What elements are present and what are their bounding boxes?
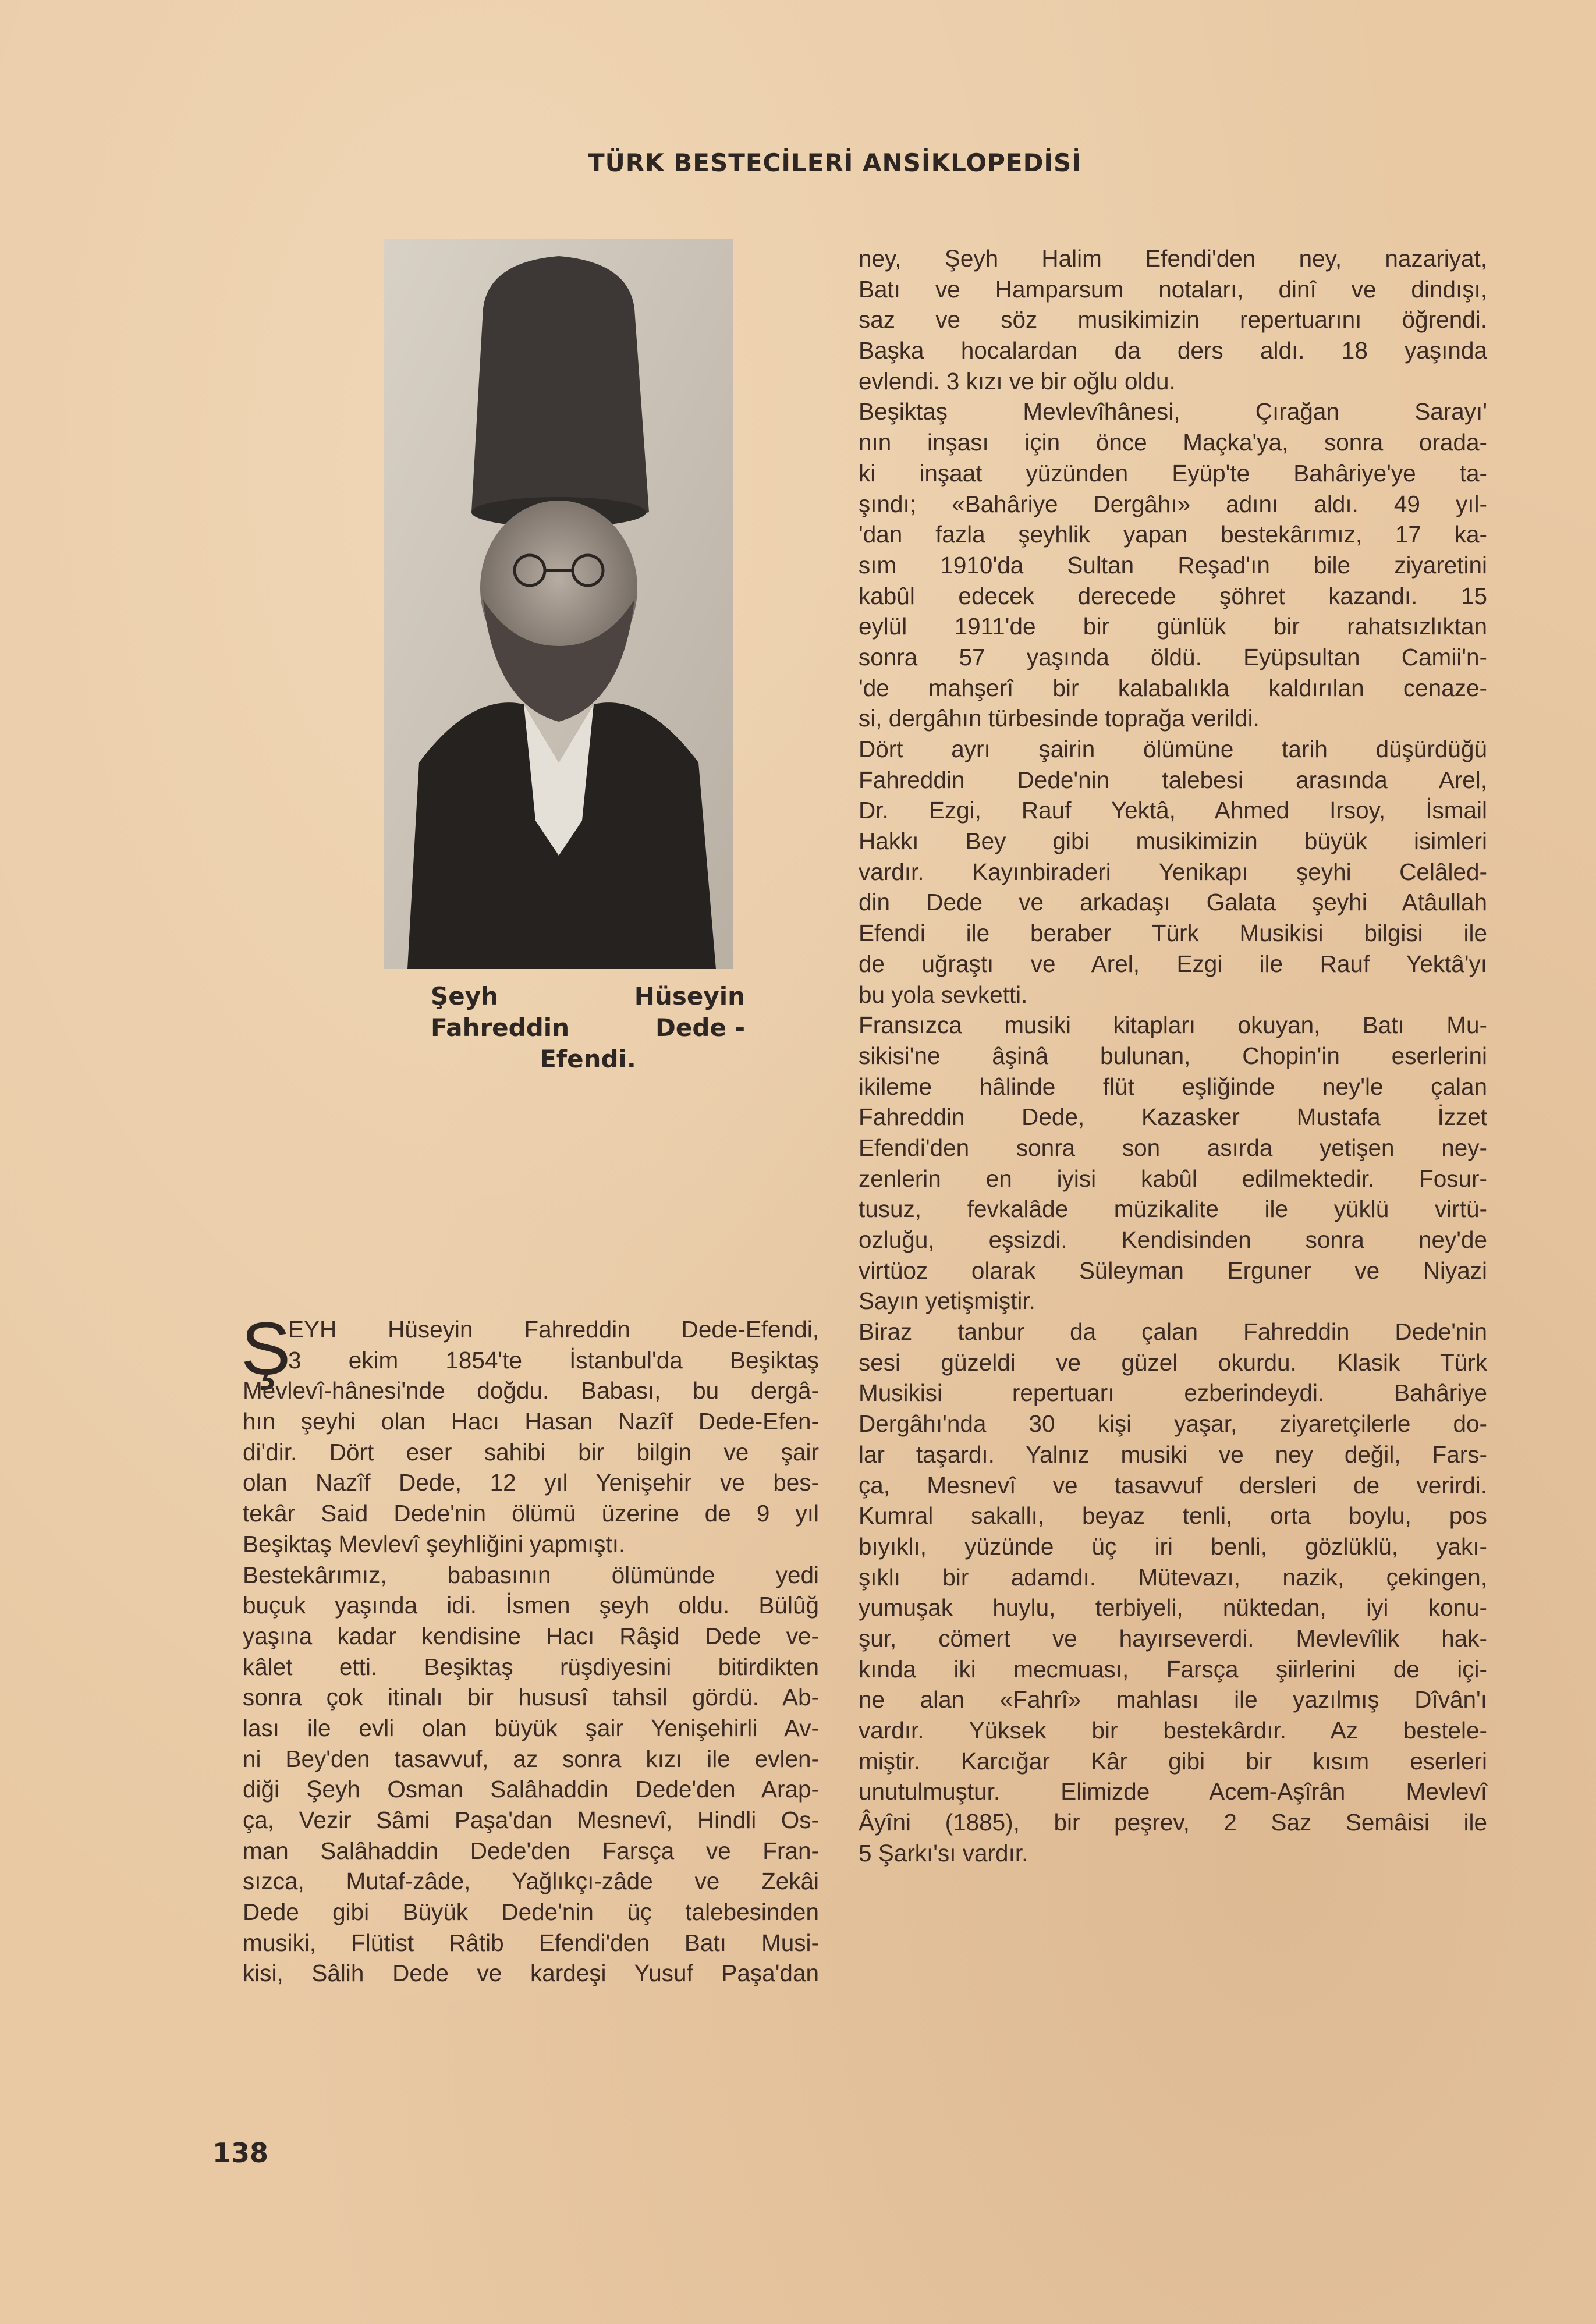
page-header-title: TÜRK BESTECİLERİ ANSİKLOPEDİSİ — [588, 148, 1081, 177]
text-line: Biraz tanbur da çalan Fahreddin Dede'nin — [859, 1318, 1487, 1346]
page-number: 138 — [212, 2137, 269, 2169]
text-line: ikileme hâlinde flüt eşliğinde ney'le çalan — [859, 1073, 1487, 1100]
text-line: 'dan fazla şeyhlik yapan bestekârımız, 17 ka- — [859, 521, 1487, 548]
caption-word: Dede - — [655, 1013, 745, 1042]
text-line: ne alan «Fahrî» mahlası ile yazılmış Dîvân'ı — [859, 1686, 1487, 1713]
text-line: kisi, Sâlih Dede ve kardeşi Yusuf Paşa'dan — [243, 1960, 819, 1987]
text-line: bu yola sevketti. — [859, 981, 1028, 1008]
text-line: tekâr Said Dede'nin ölümü üzerine de 9 yıl — [243, 1500, 819, 1527]
text-line: şıklı bir adamdı. Mütevazı, nazik, çekingen, — [859, 1563, 1487, 1591]
text-line: ki inşaat yüzünden Eyüp'te Bahâriye'ye ta- — [859, 459, 1487, 487]
text-line: ça, Mesnevî ve tasavvuf dersleri de verirdi. — [859, 1471, 1487, 1499]
text-line: Bestekârımız, babasının ölümünde yedi — [243, 1561, 819, 1588]
text-line: kında iki mecmuası, Farsça şiirlerini de içi- — [859, 1655, 1487, 1683]
text-line: de uğraştı ve Arel, Ezgi ile Rauf Yektâ'yı — [859, 950, 1487, 977]
text-line: Fahreddin Dede, Kazasker Mustafa İzzet — [859, 1104, 1487, 1131]
text-line: Beşiktaş Mevlevî şeyhliğini yapmıştı. — [243, 1530, 626, 1557]
text-line: nın inşası için önce Maçka'ya, sonra orada- — [859, 429, 1487, 456]
text-line: Dergâhı'nda 30 kişi yaşar, ziyaretçilerle do- — [859, 1410, 1487, 1438]
text-line: vardır. Kayınbiraderi Yenikapı şeyhi Celâled- — [859, 858, 1487, 885]
text-line: lar taşardı. Yalnız musiki ve ney değil, Fars- — [859, 1440, 1487, 1468]
text-line: ça, Vezir Sâmi Paşa'dan Mesnevî, Hindli Os- — [243, 1807, 819, 1833]
caption-line — [431, 1012, 745, 1044]
article-right-column — [859, 243, 1487, 1868]
text-line: olan Nazîf Dede, 12 yıl Yenişehir ve bes- — [243, 1469, 819, 1496]
text-line: Efendi'den sonra son asırda yetişen ney- — [859, 1134, 1487, 1161]
text-line: bıyıklı, yüzünde üç iri benli, gözlüklü, yakı- — [859, 1532, 1487, 1560]
text-line: Musikisi repertuarı ezberindeydi. Bahâriye — [859, 1379, 1487, 1407]
text-line: diği Şeyh Osman Salâhaddin Dede'den Arap- — [243, 1776, 819, 1803]
text-line: tusuz, fevkalâde müzikalite ile yüklü virtü- — [859, 1195, 1487, 1223]
text-line: 5 Şarkı'sı vardır. — [859, 1839, 1028, 1867]
text-line: buçuk yaşında idi. İsmen şeyh oldu. Bülûğ — [243, 1592, 819, 1619]
text-line: ni Bey'den tasavvuf, az sonra kızı ile evlen- — [243, 1745, 819, 1772]
text-line: sonra 57 yaşında öldü. Eyüpsultan Camii'n- — [859, 643, 1487, 670]
text-line: kabûl edecek derecede şöhret kazandı. 15 — [859, 582, 1487, 609]
text-line: EYH Hüseyin Fahreddin Dede-Efendi, — [288, 1316, 819, 1343]
text-line: sikisi'ne âşinâ bulunan, Chopin'in eserlerini — [859, 1042, 1487, 1069]
text-line: eylül 1911'de bir günlük bir rahatsızlıktan — [859, 613, 1487, 640]
text-line: unutulmuştur. Elimizde Acem-Aşîrân Mevlevî — [859, 1778, 1487, 1805]
text-line: kâlet etti. Beşiktaş rüşdiyesini bitirdikten — [243, 1653, 819, 1680]
text-line: sonra çok itinalı bir hususî tahsil gördü. Ab- — [243, 1684, 819, 1711]
text-line: musiki, Flütist Râtib Efendi'den Batı Musi- — [243, 1929, 819, 1956]
text-line: yumuşak huylu, terbiyeli, nüktedan, iyi konu- — [859, 1594, 1487, 1622]
text-line: di'dir. Dört eser sahibi bir bilgin ve şair — [243, 1438, 819, 1466]
text-line: Mevlevî-hânesi'nde doğdu. Babası, bu dergâ- — [243, 1377, 819, 1404]
text-line: Sayın yetişmiştir. — [859, 1287, 1035, 1315]
text-line: Âyîni (1885), bir peşrev, 2 Saz Semâisi ile — [859, 1809, 1487, 1836]
text-line: Fahreddin Dede'nin talebesi arasında Arel, — [859, 766, 1487, 793]
text-line: Beşiktaş Mevlevîhânesi, Çırağan Sarayı' — [859, 398, 1487, 425]
caption-line — [431, 1044, 745, 1075]
portrait-photo — [384, 239, 733, 969]
text-line: şındı; «Bahâriye Dergâhı» adını aldı. 49 yıl- — [859, 490, 1487, 517]
text-line: Başka hocalardan da ders aldı. 18 yaşında — [859, 337, 1487, 364]
text-line: ney, Şeyh Halim Efendi'den ney, nazariyat, — [859, 245, 1487, 272]
text-line: sım 1910'da Sultan Reşad'ın bile ziyaretini — [859, 551, 1487, 579]
text-line: vardır. Yüksek bir bestekârdır. Az bestele- — [859, 1717, 1487, 1744]
text-line: man Salâhaddin Dede'den Farsça ve Fran- — [243, 1837, 819, 1864]
text-line: şur, cömert ve hayırseverdi. Mevlevîlik hak- — [859, 1624, 1487, 1652]
text-line: 'de mahşerî bir kalabalıkla kaldırılan cenaze- — [859, 674, 1487, 701]
caption-word: Fahreddin — [431, 1013, 570, 1042]
text-line: Batı ve Hamparsum notaları, dinî ve dindışı, — [859, 275, 1487, 303]
text-line: Dede gibi Büyük Dede'nin üç talebesinden — [243, 1899, 819, 1926]
text-line: ozluğu, eşsizdi. Kendisinden sonra ney'de — [859, 1226, 1487, 1253]
text-line: Hakkı Bey gibi musikimizin büyük isimleri — [859, 828, 1487, 855]
text-line: saz ve söz musikimizin repertuarını öğrendi. — [859, 306, 1487, 333]
text-line: sızca, Mutaf-zâde, Yağlıkçı-zâde ve Zekâi — [243, 1868, 819, 1895]
text-line: virtüoz olarak Süleyman Erguner ve Niyazi — [859, 1257, 1487, 1284]
text-line: hın şeyhi olan Hacı Hasan Nazîf Dede-Efen- — [243, 1408, 819, 1435]
article-left-column — [241, 1307, 819, 1989]
text-line: Efendi ile beraber Türk Musikisi bilgisi ile — [859, 920, 1487, 947]
text-line: Fransızca musiki kitapları okuyan, Batı Mu- — [859, 1012, 1487, 1039]
text-line: din Dede ve arkadaşı Galata şeyhi Atâullah — [859, 889, 1487, 916]
text-line: yaşına kadar kendisine Hacı Râşid Dede ve- — [243, 1622, 819, 1649]
text-line: 3 ekim 1854'te İstanbul'da Beşiktaş — [288, 1346, 819, 1374]
text-line: Dört ayrı şairin ölümüne tarih düşürdüğü — [859, 736, 1487, 762]
text-line: Dr. Ezgi, Rauf Yektâ, Ahmed Irsoy, İsmail — [859, 797, 1487, 824]
text-line: evlendi. 3 kızı ve bir oğlu oldu. — [859, 367, 1176, 395]
text-line: si, dergâhın türbesinde toprağa verildi. — [859, 705, 1260, 732]
text-line: lası ile evli olan büyük şair Yenişehirli Av- — [243, 1714, 819, 1741]
caption-word: Şeyh — [431, 982, 499, 1010]
caption-line — [431, 981, 745, 1012]
text-line: zenlerin en iyisi kabûl edilmektedir. Fosur- — [859, 1165, 1487, 1192]
text-line: miştir. Karcığar Kâr gibi bir kısım eserleri — [859, 1747, 1487, 1775]
text-line: sesi güzeldi ve güzel okurdu. Klasik Türk — [859, 1349, 1487, 1376]
caption-word: Efendi. — [540, 1045, 636, 1073]
caption-word: Hüseyin — [634, 982, 745, 1010]
drop-cap: Ş — [241, 1307, 291, 1390]
photo-caption — [431, 981, 745, 1075]
text-line: Kumral sakallı, beyaz tenli, orta boylu, pos — [859, 1502, 1487, 1530]
